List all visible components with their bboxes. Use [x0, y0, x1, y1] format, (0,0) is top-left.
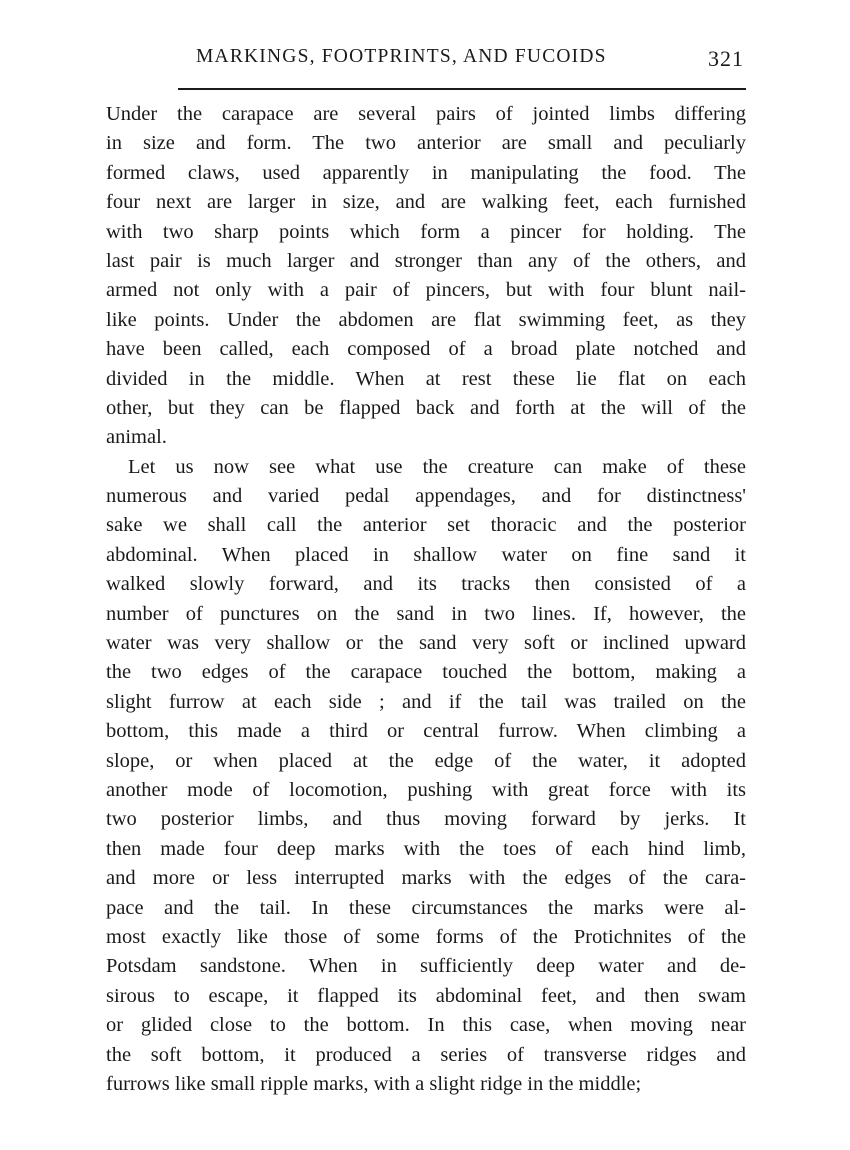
header-rule: [178, 88, 746, 90]
text-line: then made four deep marks with the toes of each hind limb,: [106, 837, 746, 860]
text-line: or glided close to the bottom. In this case, when moving near: [106, 1014, 746, 1037]
text-line: Under the carapace are several pairs of jointed limbs differing: [106, 103, 746, 125]
text-line: water was very shallow or the sand very soft or inclined upward: [106, 632, 746, 655]
text-line: other, but they can be flapped back and forth at the will of the: [106, 396, 746, 419]
text-line: Potsdam sandstone. When in sufficiently deep water and de-: [106, 955, 746, 978]
text-line: the soft bottom, it produced a series of transverse ridges and: [106, 1043, 746, 1066]
text-line: abdominal. When placed in shallow water on fine sand it: [106, 543, 746, 566]
text-line: four next are larger in size, and are walking feet, each furnished: [106, 191, 746, 214]
text-line: bottom, this made a third or central furrow. When climbing a: [106, 720, 746, 743]
text-line: most exactly like those of some forms of the Protichnites of the: [106, 925, 746, 948]
running-title: MARKINGS, FOOTPRINTS, AND FUCOIDS: [196, 46, 607, 67]
page-number: 321: [708, 46, 744, 71]
text-line: divided in the middle. When at rest these lie flat on each: [106, 367, 746, 390]
text-line: Let us now see what use the creature can make of these: [128, 455, 746, 478]
text-line: number of punctures on the sand in two lines. If, however, the: [106, 602, 746, 625]
text-line: last pair is much larger and stronger than any of the others, and: [106, 249, 746, 272]
body-text: [106, 100, 746, 1099]
text-line: walked slowly forward, and its tracks then consisted of a: [106, 573, 746, 596]
text-line: in size and form. The two anterior are small and peculiarly: [106, 132, 746, 155]
text-line: two posterior limbs, and thus moving forward by jerks. It: [106, 808, 746, 831]
text-line: sirous to escape, it flapped its abdominal feet, and then swam: [106, 984, 746, 1007]
paragraph: [106, 453, 746, 1100]
text-line: slight furrow at each side ; and if the tail was trailed on the: [106, 690, 746, 713]
text-line: another mode of locomotion, pushing with great force with its: [106, 778, 746, 801]
paragraphs: [106, 100, 746, 1099]
text-line: sake we shall call the anterior set thoracic and the posterior: [106, 514, 746, 537]
running-head: [108, 46, 746, 76]
text-line: numerous and varied pedal appendages, and for distinctness': [106, 485, 746, 508]
text-line: formed claws, used apparently in manipulating the food. The: [106, 161, 746, 184]
paragraph: [106, 100, 746, 453]
text-line: armed not only with a pair of pincers, but with four blunt nail-: [106, 279, 746, 302]
text-line: pace and the tail. In these circumstances the marks were al-: [106, 896, 746, 919]
text-line: have been called, each composed of a broad plate notched and: [106, 338, 746, 361]
text-line: animal.: [106, 426, 167, 449]
text-line: like points. Under the abdomen are flat swimming feet, as they: [106, 308, 746, 331]
text-line: furrows like small ripple marks, with a slight ridge in the middle;: [106, 1072, 642, 1095]
text-line: the two edges of the carapace touched the bottom, making a: [106, 661, 746, 684]
text-line: slope, or when placed at the edge of the water, it adopted: [106, 749, 746, 772]
text-line: and more or less interrupted marks with the edges of the cara-: [106, 867, 746, 890]
text-line: with two sharp points which form a pincer for holding. The: [106, 220, 746, 243]
